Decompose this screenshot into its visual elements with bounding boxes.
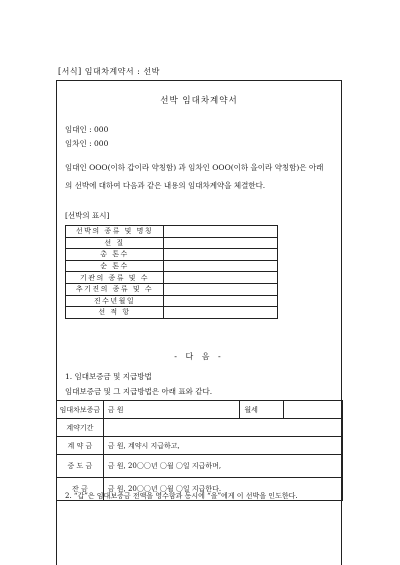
payment-row-label: 계 약 금 <box>57 437 104 455</box>
deposit-label: 임대차보증금 <box>57 401 104 419</box>
payment-row-value <box>103 419 342 437</box>
document-frame <box>56 80 342 565</box>
table-row <box>66 307 278 319</box>
table-row <box>57 455 343 478</box>
ship-label: 선박의 종류 및 명칭 <box>66 226 164 238</box>
ship-label: 추기진의 종류 및 수 <box>66 283 164 295</box>
table-row <box>66 295 278 307</box>
ship-value <box>164 226 278 238</box>
ship-value <box>164 295 278 307</box>
rent-label: 월세 <box>240 401 284 419</box>
ship-label: 선 적 항 <box>66 307 164 319</box>
payment-row-label: 계약기간 <box>57 419 104 437</box>
table-row <box>57 419 343 437</box>
payment-table <box>56 400 343 501</box>
intro-line: 의 선박에 대하여 다음과 같은 내용의 임대차계약을 체결한다. <box>65 181 266 190</box>
ship-value <box>164 260 278 272</box>
ship-label: 총 톤수 <box>66 249 164 261</box>
payment-row-label: 중 도 금 <box>57 455 104 478</box>
ship-value <box>164 307 278 319</box>
payment-row-value: 금 원, 20〇〇년 〇월 〇일 지급한다. <box>103 478 342 501</box>
table-row <box>57 437 343 455</box>
payment-row-value: 금 원, 20〇〇년 〇월 〇일 지급하며, <box>103 455 342 478</box>
clause2-text: 2. “갑”은 임대보증금 전액을 영수함과 동시에 “을”에게 이 선박을 인도한다. <box>65 492 298 500</box>
table-row <box>57 401 343 419</box>
ship-value <box>164 237 278 249</box>
payment-row-value: 금 원, 계약시 지급하고, <box>103 437 342 455</box>
intro-line: 임대인 OOO(이하 갑이라 약칭함) 과 임차인 OOO(이하 을이라 약칭함)은 아래 <box>65 163 324 172</box>
table-row <box>66 249 278 261</box>
rent-value <box>284 401 343 419</box>
ship-label: 기관의 종류 및 수 <box>66 272 164 284</box>
ship-value <box>164 272 278 284</box>
deposit-value: 금 원 <box>103 401 240 419</box>
clause1-heading: 1. 임대보증금 및 지급방법 <box>65 372 152 381</box>
ship-label: 진수년월일 <box>66 295 164 307</box>
dada-heading: - 다 음 - <box>174 352 224 361</box>
table-row <box>66 237 278 249</box>
table-row <box>66 226 278 238</box>
table-row <box>66 283 278 295</box>
ship-label: 순 톤수 <box>66 260 164 272</box>
payment-row-label: 잔 금 <box>57 478 104 501</box>
intro-paragraph <box>65 159 333 195</box>
table-row <box>66 260 278 272</box>
lessor-line: 임대인 : 000 <box>65 125 109 134</box>
clause1-sub: 임대보증금 및 그 지급방법은 아래 표와 같다. <box>65 387 213 396</box>
ship-table <box>65 225 278 319</box>
table-row <box>66 272 278 284</box>
form-label: [서식] 임대차계약서 : 선박 <box>58 67 160 76</box>
ship-value <box>164 249 278 261</box>
ship-section-title: [선박의 표시] <box>65 211 110 220</box>
ship-value <box>164 283 278 295</box>
document-title: 선박 임대차계약서 <box>160 96 238 106</box>
ship-label: 선 질 <box>66 237 164 249</box>
lessee-line: 임차인 : 000 <box>65 139 109 148</box>
